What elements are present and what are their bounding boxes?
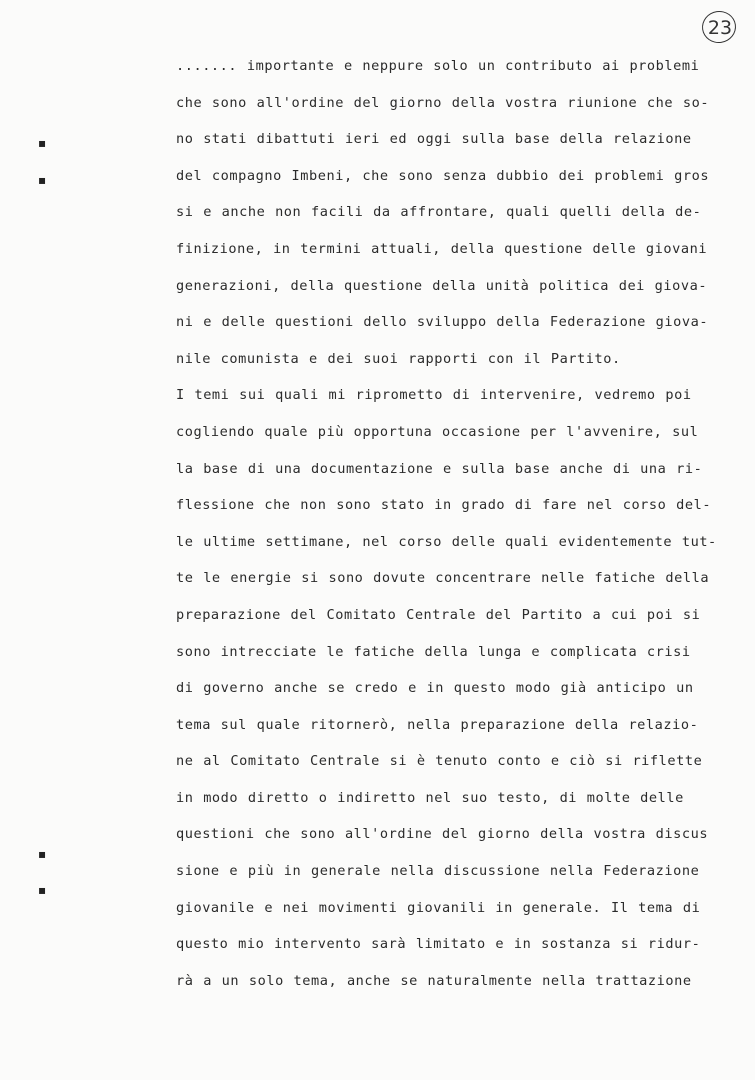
margin-mark: ▪ (38, 173, 47, 187)
text-line: giovanile e nei movimenti giovanili in generale. Il tema di (176, 899, 701, 916)
text-line: no stati dibattuti ieri ed oggi sulla base della relazione (176, 131, 692, 148)
text-line: che sono all'ordine del giorno della vostra riunione che so- (176, 94, 710, 111)
text-line: generazioni, della questione della unità politica dei giova- (176, 277, 708, 294)
margin-mark: ▪ (38, 847, 47, 861)
text-line: I temi sui quali mi riprometto di intervenire, vedremo poi (176, 387, 692, 404)
text-line: finizione, in termini attuali, della questione delle giovani (176, 240, 708, 257)
text-line: cogliendo quale più opportuna occasione per l'avvenire, sul (176, 423, 699, 440)
text-line: flessione che non sono stato in grado di fare nel corso del- (176, 497, 712, 514)
text-line: sione e più in generale nella discussione nella Federazione (176, 863, 700, 880)
text-line: ne al Comitato Centrale si è tenuto conto e ciò si riflette (176, 753, 703, 770)
text-line: sono intrecciate le fatiche della lunga e complicata crisi (176, 643, 691, 660)
text-line: si e anche non facili da affrontare, quali quelli della de- (176, 204, 702, 221)
text-line: ....... importante e neppure solo un contributo ai problemi (176, 58, 700, 74)
text-line: di governo anche se credo e in questo modo già anticipo un (176, 680, 694, 697)
text-line: le ultime settimane, nel corso delle quali evidentemente tut- (176, 533, 717, 550)
text-line: tema sul quale ritornerò, nella preparazione della relazio- (176, 716, 699, 733)
text-line: te le energie si sono dovute concentrare nelle fatiche della (176, 570, 710, 587)
text-line: rà a un solo tema, anche se naturalmente nella trattazione (176, 972, 692, 989)
page-number-circled: 23 (700, 10, 740, 46)
text-line: preparazione del Comitato Centrale del Partito a cui poi si (176, 606, 701, 623)
text-line: questo mio intervento sarà limitato e in sostanza si ridur- (176, 936, 701, 953)
margin-mark: ▪ (38, 883, 47, 897)
body-text (176, 52, 736, 1003)
text-line: ni e delle questioni dello sviluppo della Federazione giova- (176, 314, 709, 331)
text-line: del compagno Imbeni, che sono senza dubbio dei problemi gros (176, 167, 710, 184)
text-line: la base di una documentazione e sulla base anche di una ri- (176, 460, 703, 477)
margin-mark: ▪ (38, 136, 47, 150)
text-line: nile comunista e dei suoi rapporti con il Partito. (176, 350, 621, 367)
text-line: questioni che sono all'ordine del giorno della vostra discus (176, 826, 709, 843)
text-line: in modo diretto o indiretto nel suo testo, di molte delle (176, 789, 684, 806)
